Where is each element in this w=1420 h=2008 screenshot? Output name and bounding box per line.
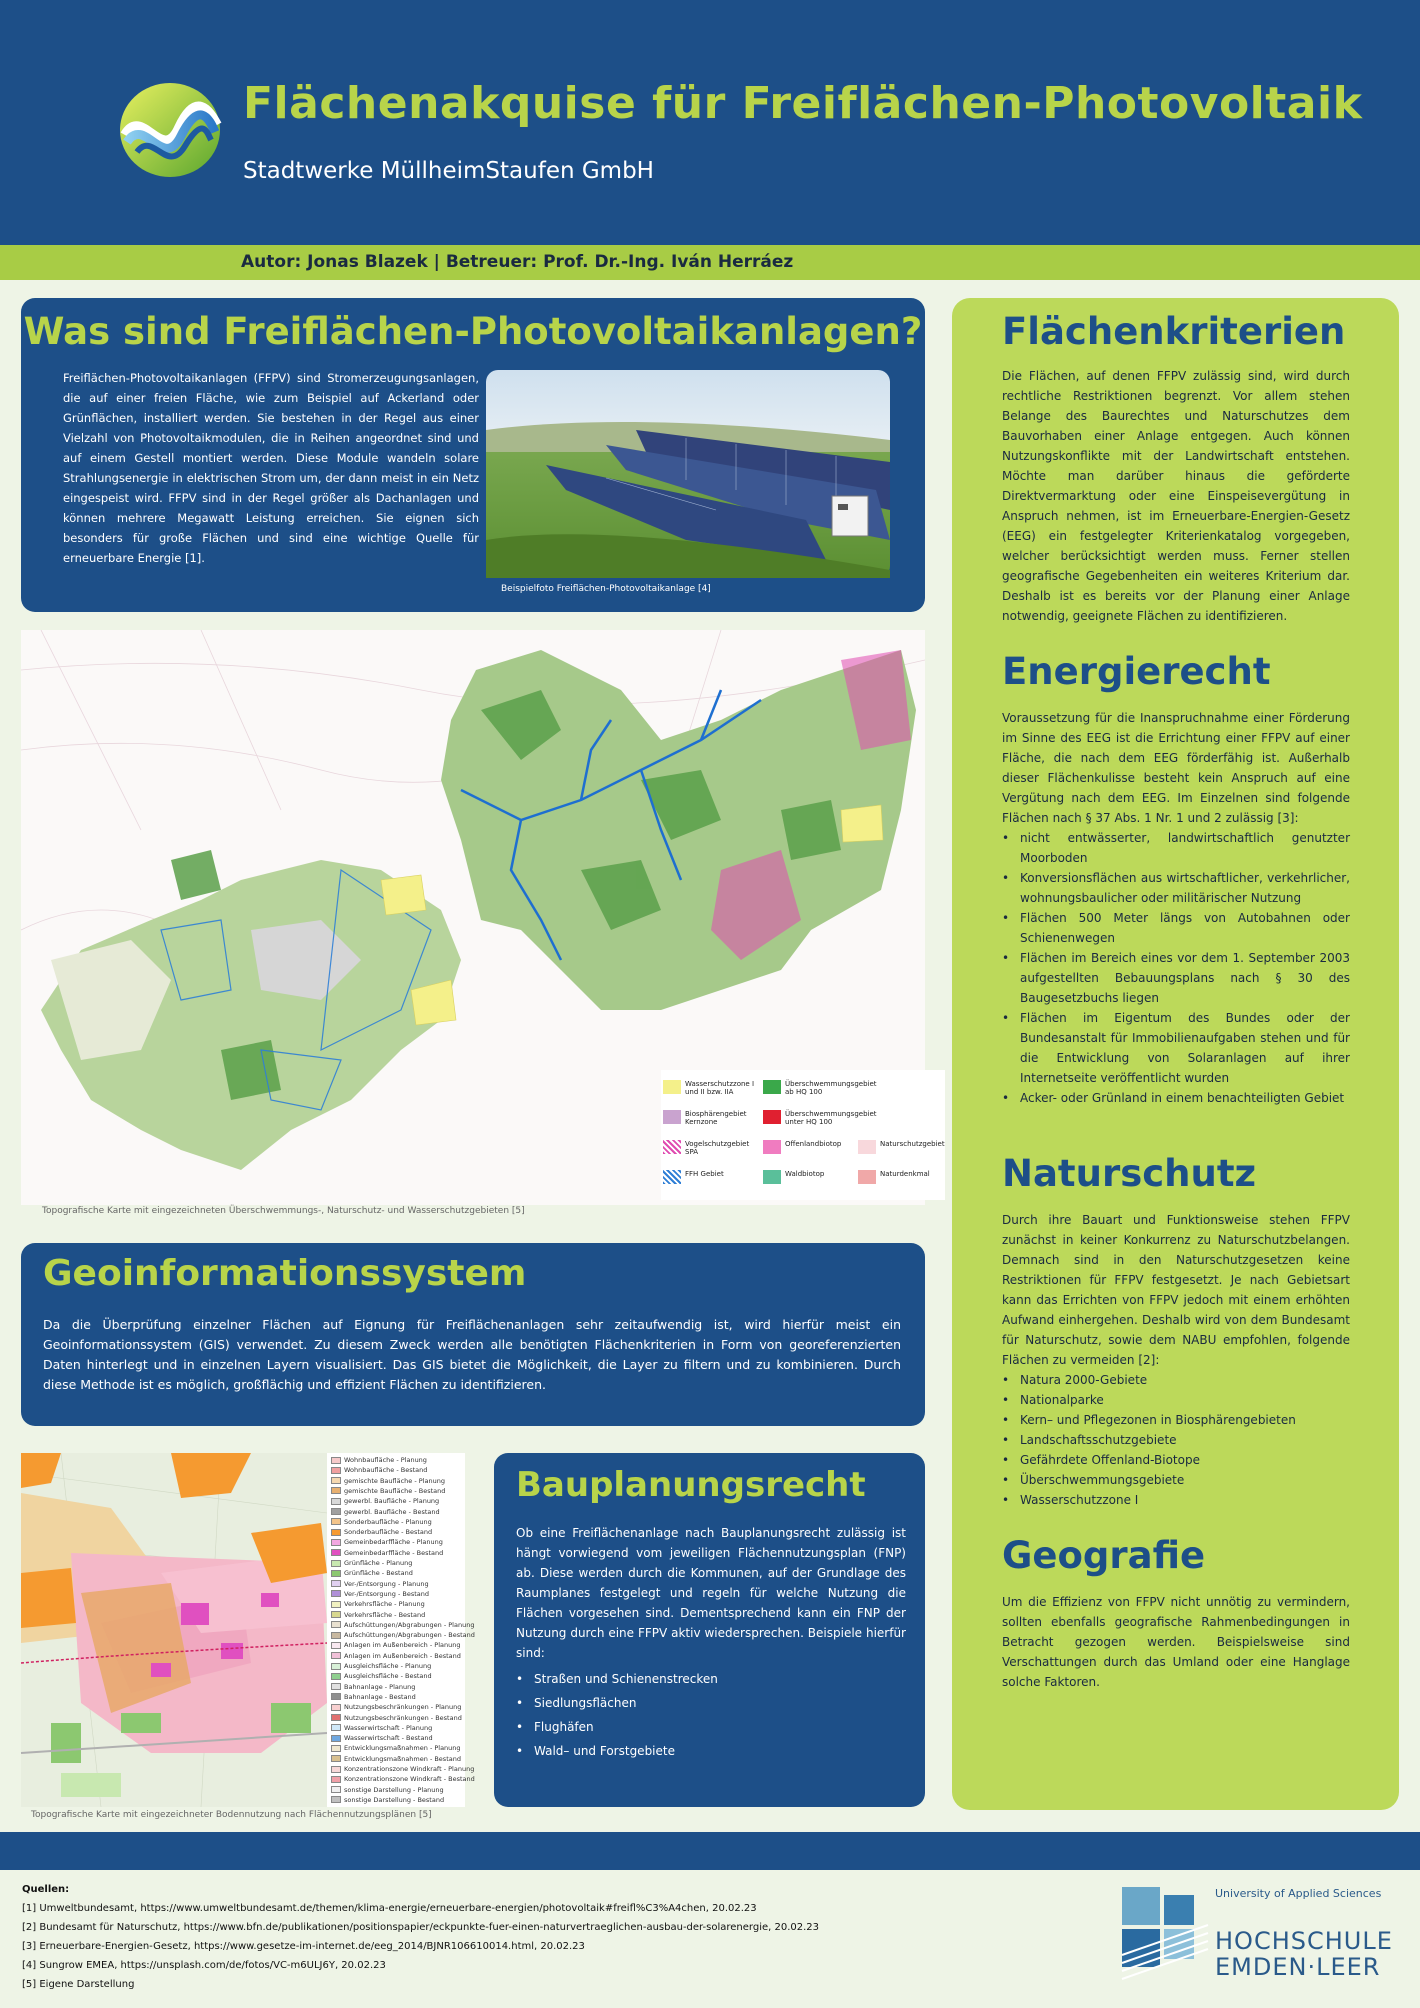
legend-row <box>331 1538 443 1548</box>
legend-swatch <box>331 1498 341 1505</box>
bauplanungsrecht-section <box>494 1453 925 1807</box>
legend-row <box>331 1518 432 1528</box>
legend-label: Wohnbaufläche - Bestand <box>344 1466 428 1475</box>
legend-label: Verkehrsfläche - Planung <box>344 1600 425 1609</box>
legend-row <box>331 1528 432 1538</box>
legend-swatch <box>331 1673 341 1680</box>
land-use-graphic <box>21 1453 327 1807</box>
legend-swatch <box>331 1601 341 1608</box>
solar-park-photo <box>486 370 890 578</box>
legend-label: Nutzungsbeschränkungen - Bestand <box>344 1713 462 1722</box>
ffpv-text: Freiflächen-Photovoltaikanlagen (FFPV) sind Stromerzeugungsanlagen, die auf einer freien Fläche, wie zum Beispiel auf Ackerland oder Grünflächen, installiert werden. Sie bestehen in der Regel aus einer Vielzahl von Photovoltaikmodulen, die in Reihen angeordnet sind und auf einem Gestell montiert werden. Diese Module wandeln solare Strahlungsenergie in elektrischen Strom um, der dann meist in ein Netz eingespeist wird. FFPV sind in der Regel größer als Dachanlagen und können mehrere Megawatt Leistung erreichen. Sie eignen sich besonders für große Flächen und sind eine wichtige Quelle für erneuerbare Energie [1]. <box>63 371 479 565</box>
bauplanungsrecht-text: Ob eine Freiflächenanlage nach Bauplanungsrecht zulässig ist hängt vorwiegend vom jeweiligen Flächennutzungsplan (FNP) ab. Diese werden durch die Kommunen, auf der Grundlage des Raumplanes festgelegt und regeln für welche Nutzung die Flächen vorgesehen sind. Dementsprechend kann ein FNP der Nutzung durch eine FFPV aktiv wiedersprechen. Beispiele hierfür sind: <box>516 1526 906 1660</box>
legend-label: Überschwemmungsgebiet unter HQ 100 <box>785 1110 877 1126</box>
legend-label: sonstige Darstellung - Planung <box>344 1785 444 1794</box>
legend-label: Konzentrationszone Windkraft - Bestand <box>344 1775 475 1784</box>
legend-row <box>331 1744 461 1754</box>
legend-swatch <box>663 1080 681 1094</box>
reference-item: [2] Bundesamt für Naturschutz, https://www.bfn.de/publikationen/positionspapier/eckpunkte-fuer-einen-naturvertraeglichen-ausbau-der-solarenergie, 20.02.23 <box>22 1922 820 1933</box>
topo-map-caption: Topografische Karte mit eingezeichneten Überschwemmungs-, Naturschutz- und Wasserschutzgebieten [5] <box>42 1206 525 1216</box>
legend-label: Grünfläche - Planung <box>344 1559 413 1567</box>
legend-label: Aufschüttungen/Abgrabungen - Bestand <box>344 1631 475 1640</box>
legend-swatch <box>331 1632 341 1639</box>
legend-row <box>331 1796 444 1806</box>
legend-swatch <box>331 1580 341 1587</box>
naturschutz-text: Durch ihre Bauart und Funktionsweise stehen FFPV zunächst in keiner Konkurrenz zu Naturschutzbelangen. Demnach sind in den Naturschutzgesetzen keine Restriktionen für FFPV festgesetzt. Je nach Gebietsart kann das Errichten von FFPV jedoch mit einem erhöhten Aufwand einhergehen. Deshalb wird von dem Bundesamt für Naturschutz, sowie dem NABU empfohlen, folgende Flächen zu vermeiden [2]: <box>1002 1213 1350 1367</box>
energierecht-list <box>1002 828 1350 1108</box>
legend-swatch <box>331 1714 341 1721</box>
list-item: • Gefährdete Offenland-Biotope <box>1002 1450 1350 1470</box>
list-item: • Nationalparke <box>1002 1390 1350 1410</box>
list-item: • Flächen 500 Meter längs von Autobahnen oder Schienenwegen <box>1002 908 1350 948</box>
legend-label: Gemeinbedarffläche - Bestand <box>344 1548 444 1557</box>
legend-swatch <box>331 1518 341 1525</box>
legend-label: Waldbiotop <box>785 1170 825 1178</box>
legend-label: Ver-/Entsorgung - Bestand <box>344 1589 430 1598</box>
list-item: • Flächen im Bereich eines vor dem 1. September 2003 aufgestellten Bebauungsplans nach § 30 des Baugesetzbuchs liegen <box>1002 948 1350 1008</box>
legend-label: Anlagen im Außenbereich - Bestand <box>344 1651 461 1660</box>
legend-label: Sonderbaufläche - Planung <box>344 1517 432 1526</box>
legend-swatch <box>331 1693 341 1700</box>
legend-label: Überschwemmungsgebiet ab HQ 100 <box>785 1080 877 1096</box>
university-logo <box>1120 1885 1400 1995</box>
legend-label: Sonderbaufläche - Bestand <box>344 1528 433 1537</box>
ffpv-heading: Was sind Freiflächen-Photovoltaikanlagen? <box>23 310 923 353</box>
list-item: • nicht entwässerter, landwirtschaftlich genutzter Moorboden <box>1002 828 1350 868</box>
legend-label: Anlagen im Außenbereich - Planung <box>344 1641 461 1650</box>
legend-label: Bahnanlage - Planung <box>344 1682 416 1691</box>
legend-row <box>331 1672 432 1682</box>
legend-swatch <box>331 1621 341 1628</box>
legend-swatch <box>331 1704 341 1711</box>
gis-heading: Geoinformationssystem <box>43 1253 527 1294</box>
geografie-heading: Geografie <box>1002 1534 1206 1577</box>
legend-label: Naturdenkmal <box>880 1170 930 1178</box>
legend-label: gemischte Baufläche - Planung <box>344 1476 445 1485</box>
kriterien-heading: Flächenkriterien <box>1002 310 1346 353</box>
legend-label: Wohnbaufläche - Planung <box>344 1456 427 1464</box>
legend-label: sonstige Darstellung - Bestand <box>344 1795 445 1804</box>
legend-label: Entwicklungsmaßnahmen - Planung <box>344 1744 461 1753</box>
bauplanungsrecht-list <box>516 1667 906 1763</box>
legend-row <box>331 1466 427 1476</box>
legend-label: Aufschüttungen/Abgrabungen - Planung <box>344 1620 475 1629</box>
criteria-column <box>952 298 1399 1810</box>
legend-row <box>331 1693 416 1703</box>
legend-row <box>331 1775 475 1785</box>
list-item: • Überschwemmungsgebiete <box>1002 1470 1350 1490</box>
legend-row <box>331 1477 445 1487</box>
legend-label: gemischte Baufläche - Bestand <box>344 1486 446 1495</box>
legend-swatch <box>331 1549 341 1556</box>
legend-row <box>331 1703 461 1713</box>
list-item: • Straßen und Schienenstrecken <box>516 1667 906 1691</box>
legend-label: Nutzungsbeschränkungen - Planung <box>344 1703 462 1712</box>
legend-label: Konzentrationszone Windkraft - Planung <box>344 1765 475 1773</box>
legend-row <box>331 1786 444 1796</box>
legend-swatch <box>331 1642 341 1649</box>
reference-item: [1] Umweltbundesamt, https://www.umweltbundesamt.de/themen/klima-energie/erneuerbare-energien/photovoltaik#freifl%C3%A4chen, 20.02.23 <box>22 1903 757 1914</box>
legend-label: Verkehrsfläche - Bestand <box>344 1610 426 1619</box>
authors-text: Autor: Jonas Blazek | Betreuer: Prof. Dr.-Ing. Iván Herráez <box>241 252 794 272</box>
list-item: • Siedlungsflächen <box>516 1691 906 1715</box>
land-use-map <box>21 1453 475 1807</box>
author-bar <box>0 245 1420 280</box>
references <box>22 1880 819 1994</box>
legend-swatch <box>763 1140 781 1154</box>
legend-swatch <box>763 1080 781 1094</box>
legend-row <box>331 1611 425 1621</box>
list-item: • Flächen im Eigentum des Bundes oder der Bundesanstalt für Immobilienaufgaben stehen und für die Entwicklung von Solaranlagen auf ihrer Internetseite veröffentlicht wurden <box>1002 1008 1350 1088</box>
legend-row <box>331 1549 443 1559</box>
list-item: • Landschaftsschutzgebiete <box>1002 1430 1350 1450</box>
legend-label: Bahnanlage - Bestand <box>344 1692 416 1701</box>
list-item: • Wald– und Forstgebiete <box>516 1739 906 1763</box>
legend-swatch <box>331 1539 341 1546</box>
list-item: • Kern– und Pflegezonen in Biosphärengebieten <box>1002 1410 1350 1430</box>
legend-row <box>331 1765 474 1775</box>
legend-row <box>331 1497 439 1507</box>
legend-swatch <box>331 1570 341 1577</box>
legend-swatch <box>663 1170 681 1184</box>
legend-row <box>331 1641 460 1651</box>
legend-swatch <box>858 1170 876 1184</box>
reference-item: [3] Erneuerbare-Energien-Gesetz, https://www.gesetze-im-internet.de/eeg_2014/BJNR106610014.html, 20.02.23 <box>22 1941 585 1952</box>
legend-row <box>331 1508 440 1518</box>
poster-header <box>0 0 1420 245</box>
legend-swatch <box>331 1487 341 1494</box>
legend-swatch <box>331 1745 341 1752</box>
legend-swatch <box>331 1477 341 1484</box>
list-item: • Acker- oder Grünland in einem benachteiligten Gebiet <box>1002 1088 1350 1108</box>
legend-swatch <box>663 1110 681 1124</box>
solar-panels-graphic <box>486 370 890 578</box>
legend-row <box>331 1683 415 1693</box>
legend-swatch <box>858 1140 876 1154</box>
legend-row <box>331 1559 412 1569</box>
legend-label: Vogelschutzgebiet SPA <box>685 1140 750 1156</box>
legend-row <box>331 1569 413 1579</box>
naturschutz-list <box>1002 1370 1350 1510</box>
legend-swatch <box>331 1735 341 1742</box>
legend-swatch <box>331 1724 341 1731</box>
legend-row <box>331 1724 432 1734</box>
legend-label: Biosphärengebiet Kernzone <box>685 1110 747 1126</box>
map-legend <box>661 1070 945 1200</box>
stadtwerke-logo <box>117 80 223 180</box>
legend-row <box>331 1662 431 1672</box>
ffpv-section <box>21 298 925 612</box>
reference-item: [5] Eigene Darstellung <box>22 1979 135 1990</box>
legend-label: Entwicklungsmaßnahmen - Bestand <box>344 1754 461 1763</box>
legend-label: Wasserwirtschaft - Bestand <box>344 1734 433 1743</box>
legend-label: gewerbl. Baufläche - Planung <box>344 1497 440 1506</box>
legend-row <box>331 1714 462 1724</box>
company-name: Stadtwerke MüllheimStaufen GmbH <box>243 158 654 184</box>
reference-item: [4] Sungrow EMEA, https://unsplash.com/de/fotos/VC-m6ULJ6Y, 20.02.23 <box>22 1960 386 1971</box>
legend-row <box>331 1621 474 1631</box>
legend-swatch <box>331 1467 341 1474</box>
legend-label: Grünfläche - Bestand <box>344 1569 413 1578</box>
legend-row <box>331 1590 429 1600</box>
list-item: • Flughäfen <box>516 1715 906 1739</box>
legend-swatch <box>331 1529 341 1536</box>
kriterien-text: Die Flächen, auf denen FFPV zulässig sind, wird durch rechtliche Restriktionen begrenzt. Vor allem stehen Belange des Baurechtes und Naturschutzes dem Bauvorhaben einer Anlage entgegen. Auch können Nutzungskonflikte mit der Landwirtschaft entstehen. Möchte man darüber hinaus die geförderte Direktvermarktung oder eine Einspeisevergütung in Anspruch nehmen, ist im Erneuerbare-Energien-Gesetz (EEG) ein festgelegter Kriterienkatalog vorgegeben, welcher berücksichtigt werden muss. Ferner stellen geografische Gegebenheiten ein weiteres Kriterium dar. Deshalb ist es bereits vor der Planung einer Anlage notwendig, geeignete Flächen zu identifizieren. <box>1002 369 1350 623</box>
legend-label: Offenlandbiotop <box>785 1140 842 1148</box>
energierecht-text: Voraussetzung für die Inanspruchnahme einer Förderung im Sinne des EEG ist die Errichtung einer FFPV auf einer Fläche, die nach dem EEG förderfähig ist. Außerhalb dieser Flächenkulisse besteht kein Anspruch auf eine Vergütung nach dem EEG. Im Einzelnen sind folgende Flächen nach § 37 Abs. 1 Nr. 1 und 2 zulässig [3]: <box>1002 711 1350 825</box>
university-emblem <box>1120 1885 1210 1985</box>
legend-swatch <box>331 1683 341 1690</box>
legend-swatch <box>331 1560 341 1567</box>
legend-row <box>331 1755 461 1765</box>
legend-row <box>331 1631 475 1641</box>
legend-row <box>331 1734 433 1744</box>
legend-swatch <box>331 1590 341 1597</box>
legend-swatch <box>331 1652 341 1659</box>
topographic-map <box>21 630 945 1205</box>
list-item: • Wasserschutzzone I <box>1002 1490 1350 1510</box>
land-use-legend <box>327 1453 475 1807</box>
legend-label: Naturschutzgebiet <box>880 1140 945 1148</box>
legend-swatch <box>763 1110 781 1124</box>
references-heading: Quellen: <box>22 1884 70 1895</box>
land-use-map-caption: Topografische Karte mit eingezeichneter Bodennutzung nach Flächennutzungsplänen [5] <box>31 1810 432 1820</box>
legend-swatch <box>331 1786 341 1793</box>
gis-text: Da die Überprüfung einzelner Flächen auf Eignung für Freiflächenanlagen sehr zeitaufwendig ist, wird hierfür meist ein Geoinformationssystem (GIS) verwendet. Zu diesem Zweck werden alle benötigten Flächenkriterien in Form von georeferenzierten Daten hinterlegt und in einzelnen Layern visualisiert. Das GIS bietet die Möglichkeit, die Layer zu filtern und zu kombinieren. Durch diese Methode ist es möglich, großflächig und effizient Flächen zu identifizieren. <box>43 1317 901 1392</box>
legend-row <box>331 1580 429 1590</box>
gis-section <box>21 1243 925 1426</box>
legend-swatch <box>331 1611 341 1618</box>
geografie-text: Um die Effizienz von FFPV nicht unnötig zu vermindern, sollten ebenfalls geografische Rahmenbedingungen in Betracht gezogen werden. Beispielsweise sind Verschattungen durch das Umland oder eine Hanglage solche Faktoren. <box>1002 1595 1350 1689</box>
legend-label: Wasserwirtschaft - Planung <box>344 1723 433 1732</box>
poster-title: Flächenakquise für Freiflächen-Photovoltaik <box>243 78 1363 129</box>
university-name-line1: HOCHSCHULE <box>1215 1927 1393 1955</box>
list-item: • Natura 2000-Gebiete <box>1002 1370 1350 1390</box>
legend-label: Ver-/Entsorgung - Planung <box>344 1579 429 1588</box>
legend-row <box>331 1456 427 1466</box>
legend-label: Wasserschutzzone I und II bzw. IIA <box>685 1080 755 1096</box>
legend-label: gewerbl. Baufläche - Bestand <box>344 1507 440 1516</box>
photo-caption: Beispielfoto Freiflächen-Photovoltaikanlage [4] <box>501 584 711 594</box>
list-item: • Konversionsflächen aus wirtschaftlicher, verkehrlicher, wohnungsbaulicher oder militärischer Nutzung <box>1002 868 1350 908</box>
legend-swatch <box>763 1170 781 1184</box>
naturschutz-heading: Naturschutz <box>1002 1152 1257 1195</box>
legend-row <box>331 1652 461 1662</box>
legend-swatch <box>331 1663 341 1670</box>
legend-row <box>331 1487 445 1497</box>
energierecht-heading: Energierecht <box>1002 650 1271 693</box>
legend-row <box>331 1600 425 1610</box>
legend-swatch <box>331 1755 341 1762</box>
legend-label: FFH Gebiet <box>685 1170 724 1178</box>
legend-label: Ausgleichsfläche - Bestand <box>344 1672 432 1681</box>
legend-swatch <box>331 1766 341 1773</box>
university-name-line2: EMDEN·LEER <box>1215 1953 1381 1981</box>
footer-bar <box>0 1832 1420 1870</box>
legend-swatch <box>331 1796 341 1803</box>
legend-swatch <box>331 1457 341 1464</box>
legend-swatch <box>331 1508 341 1515</box>
legend-swatch <box>331 1776 341 1783</box>
bauplanungsrecht-heading: Bauplanungsrecht <box>516 1465 866 1505</box>
legend-swatch <box>663 1140 681 1154</box>
university-tagline: University of Applied Sciences <box>1215 1887 1382 1900</box>
legend-label: Gemeinbedarffläche - Planung <box>344 1538 443 1547</box>
legend-label: Ausgleichsfläche - Planung <box>344 1662 432 1670</box>
